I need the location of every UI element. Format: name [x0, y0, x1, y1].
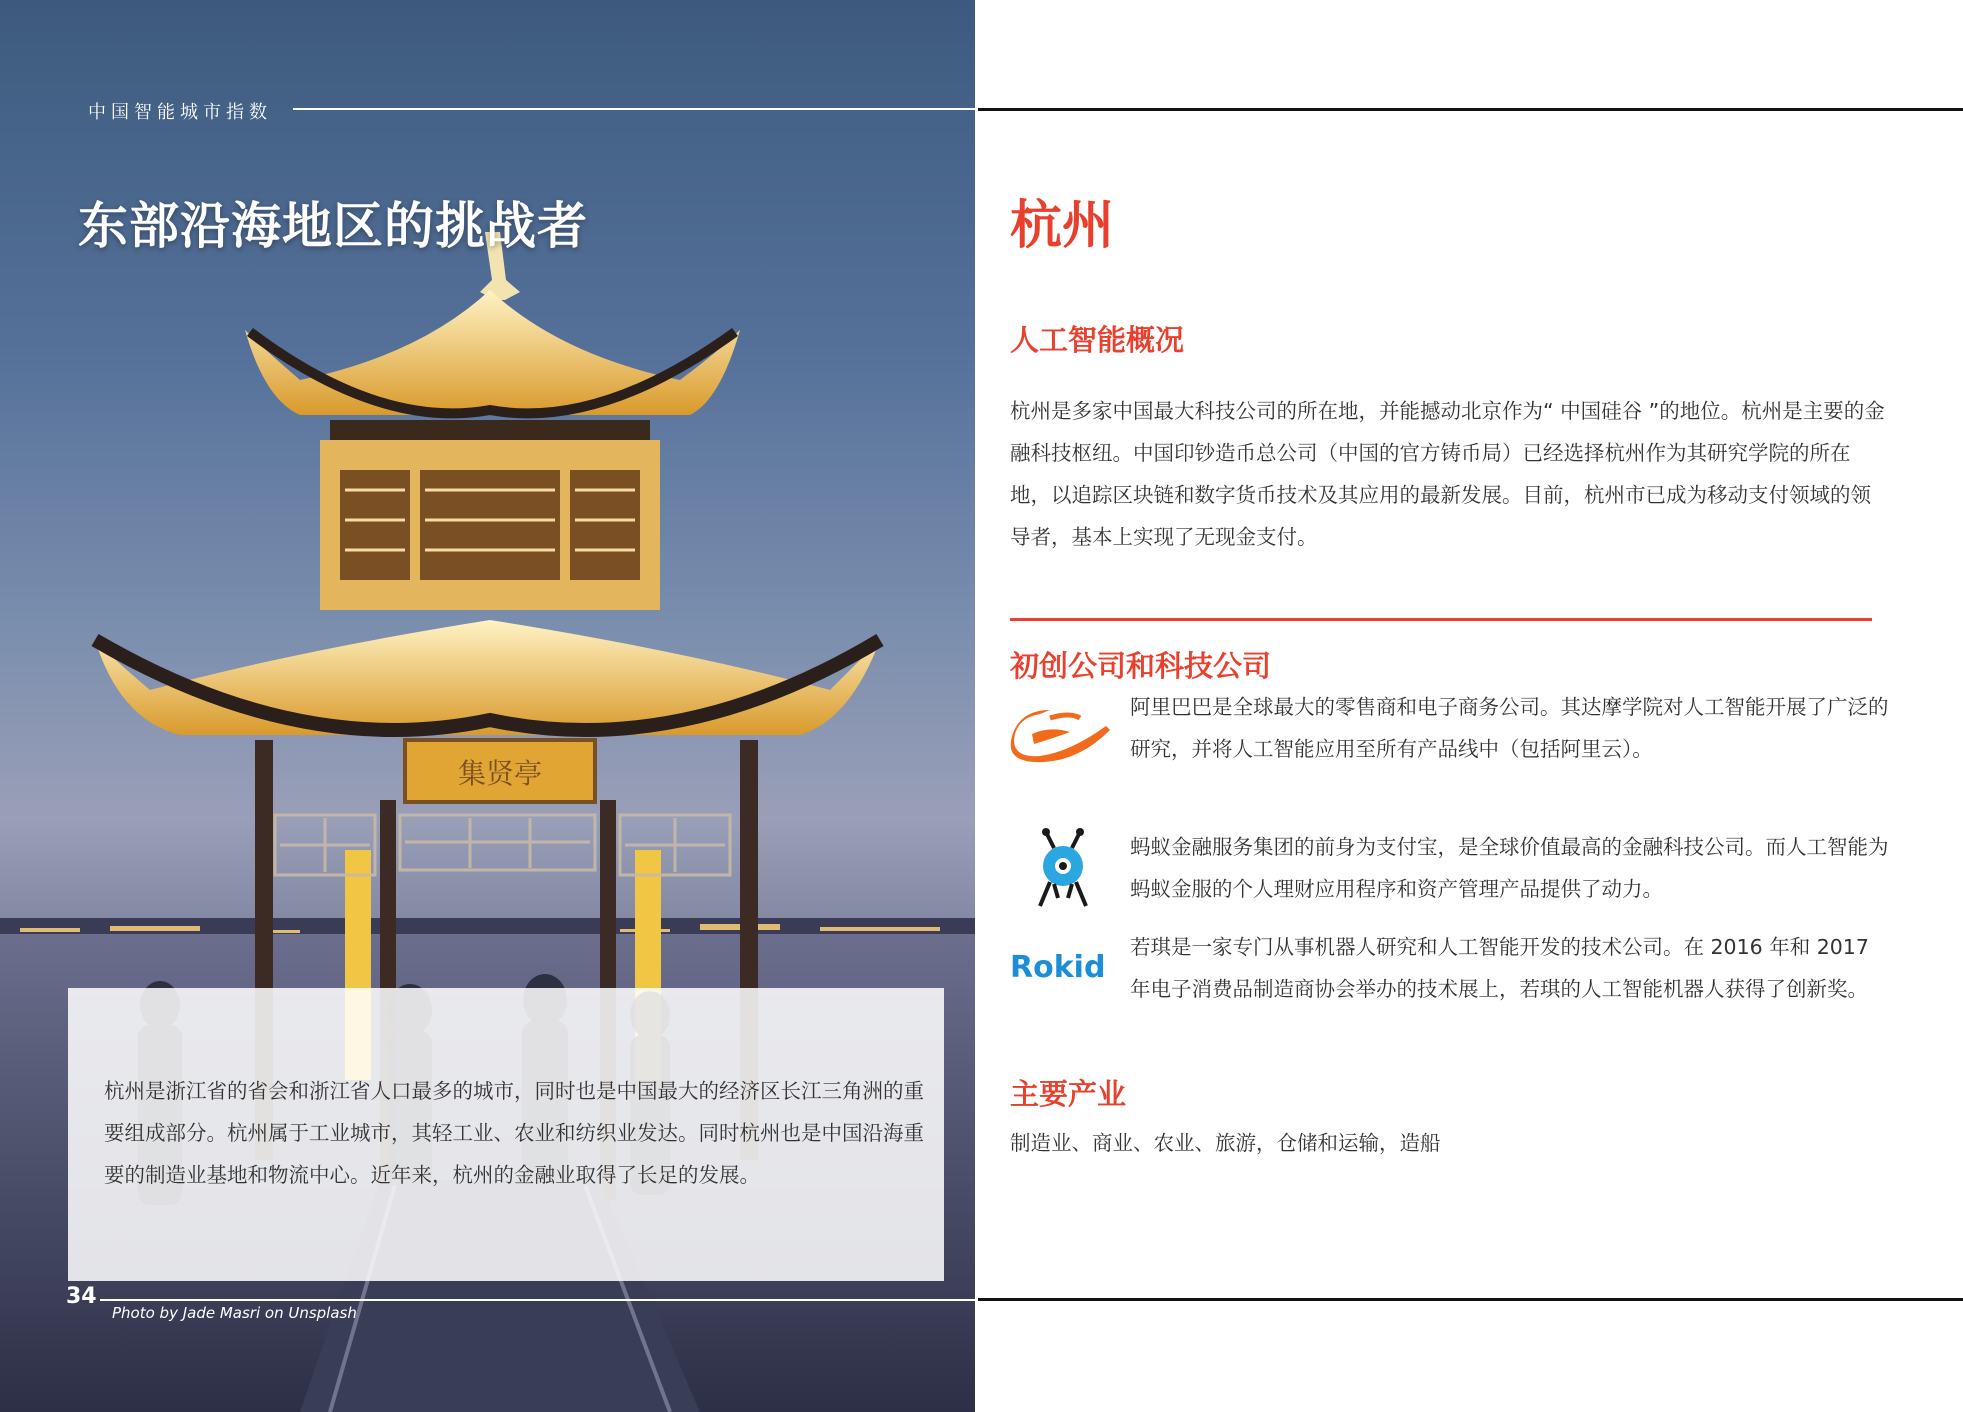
alibaba-description: 阿里巴巴是全球最大的零售商和电子商务公司。其达摩学院对人工智能开展了广泛的研究，并将人工智能应用至所有产品线中（包括阿里云）。 — [1130, 695, 1889, 761]
company-alibaba — [1010, 686, 1889, 786]
footer-divider-left — [100, 1299, 975, 1301]
plaque-text: 集贤亭 — [457, 757, 543, 790]
industries-text: 制造业、商业、农业、旅游，仓储和运输，造船 — [1010, 1131, 1441, 1155]
startups-heading: 初创公司和科技公司 — [1010, 649, 1272, 683]
company-rokid — [1010, 926, 1885, 1056]
ant-financial-description: 蚂蚁金融服务集团的前身为支付宝，是全球价值最高的金融科技公司。而人工智能为蚂蚁金服的个人理财应用程序和资产管理产品提供了动力。 — [1130, 835, 1889, 901]
city-title: 杭州 — [1010, 196, 1115, 256]
rokid-logo: Rokid — [1010, 950, 1106, 985]
industries-heading: 主要产业 — [1010, 1077, 1127, 1111]
intro-textbox — [68, 988, 944, 1281]
intro-paragraph: 杭州是浙江省的省会和浙江省人口最多的城市，同时也是中国最大的经济区长江三角洲的重要组成部分。杭州属于工业城市，其轻工业、农业和纺织业发达。同时杭州也是中国沿海重要的制造业基地和物流中心。近年来，杭州的金融业取得了长足的发展。 — [104, 1079, 924, 1187]
running-header: 中国智能城市指数 — [88, 102, 272, 123]
rokid-description: 若琪是一家专门从事机器人研究和人工智能开发的技术公司。在 2016 年和 2017 年电子消费品制造商协会举办的技术展上，若琪的人工智能机器人获得了创新奖。 — [1130, 935, 1869, 1001]
header-divider-left — [293, 108, 975, 110]
ai-overview-text: 杭州是多家中国最大科技公司的所在地，并能撼动北京作为“ 中国硅谷 ”的地位。杭州是主要的金融科技枢纽。中国印钞造币总公司（中国的官方铸币局）已经选择杭州作为其研究学院的所在地，以追踪区块链和数字货币技术及其应用的最新发展。目前，杭州市已成为移动支付领域的领导者，基本上实现了无现金支付。 — [1010, 399, 1885, 549]
section-divider — [1010, 618, 1872, 621]
footer-divider-right — [978, 1298, 1963, 1301]
section-title: 东部沿海地区的挑战者 — [78, 197, 588, 255]
photo-credit: Photo by Jade Masri on Unsplash — [112, 1304, 357, 1322]
ai-overview-heading: 人工智能概况 — [1010, 323, 1185, 357]
header-divider-right — [978, 108, 1963, 111]
pavilion-photo — [0, 0, 975, 1412]
ant-financial-logo-icon — [1028, 826, 1098, 910]
page-number: 34 — [66, 1284, 97, 1309]
alibaba-logo-icon — [1010, 704, 1118, 764]
company-ant-financial — [1010, 826, 1889, 926]
